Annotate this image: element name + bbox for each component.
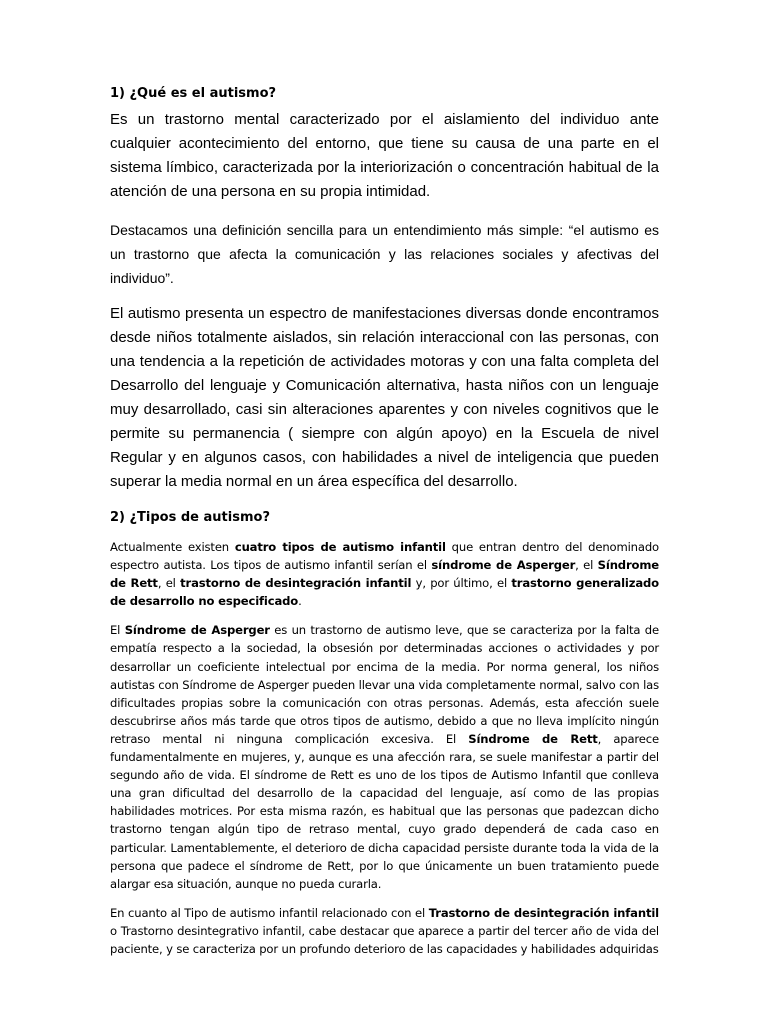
text-run: o Trastorno desintegrativo infantil, cabe destacar que aparece a partir del tercer año de vida del paciente, y se caracteriza por un profundo deterioro de las capacidades y habilidades adquiridas bbox=[110, 923, 659, 956]
bold-term: trastorno de desintegración infantil bbox=[180, 576, 412, 591]
text-run: que entran dentro del denominado espectro autista. Los tipos de autismo infantil serían el bbox=[110, 540, 659, 573]
bold-term: Trastorno de desintegración infantil bbox=[428, 905, 659, 920]
document-page bbox=[110, 84, 659, 969]
text-run: , aparece fundamentalmente en mujeres, y, aunque es una afección rara, se suele manifestar a partir del segundo año de vida. El síndrome de Rett es uno de los tipos de Autismo Infantil que conlleva una gran dificultad del desarrollo de la capacidad del lenguaje, así como de las propias habilidades motrices. Por esta misma razón, es habitual que las personas que padezcan dicho trastorno tengan algún tipo de retraso mental, cuyo grado dependerá de cada caso en particular. Lamentablemente, el deterioro de dicha capacidad persiste durante toda la vida de la persona que padece el síndrome de Rett, por lo que únicamente un buen tratamiento puede alargar esa situación, aunque no pueda curarla. bbox=[110, 731, 659, 891]
text-run: El bbox=[110, 623, 125, 638]
section-2-paragraph-1 bbox=[110, 538, 659, 610]
text-run: Actualmente existen bbox=[110, 540, 235, 554]
section-1-paragraph-3: El autismo presenta un espectro de manifestaciones diversas donde encontramos desde niños totalmente aislados, sin relación interaccional con las personas, con una tendencia a la repetición de actividades motoras y con una falta completa del Desarrollo del lenguaje y Comunicación alternativa, hasta niños con un lenguaje muy desarrollado, casi sin alteraciones aparentes y con niveles cognitivos que le permite su permanencia ( siempre con algún apoyo) en la Escuela de nivel Regular y en algunos casos, con habilidades a nivel de inteligencia que pueden superar la media normal en un área específica del desarrollo. bbox=[110, 305, 659, 490]
bold-term: Síndrome de Asperger bbox=[124, 623, 270, 638]
bold-term: trastorno generalizado de desarrollo no especificado bbox=[110, 576, 659, 609]
section-2-paragraph-3 bbox=[110, 904, 659, 958]
text-run: . bbox=[298, 594, 302, 609]
section-1-paragraph-1: Es un trastorno mental caracterizado por el aislamiento del individuo ante cualquier acontecimiento del entorno, que tiene su causa de una parte en el sistema límbico, caracterizada por la interiorización o concentración habitual de la atención de una persona en su propia intimidad. bbox=[110, 111, 659, 200]
text-run: , el bbox=[575, 558, 598, 573]
bold-term: Síndrome de Rett bbox=[468, 731, 598, 746]
section-1-heading: 1) ¿Qué es el autismo? bbox=[110, 86, 277, 101]
section-1-paragraph-2: Destacamos una definición sencilla para un entendimiento más simple: “el autismo es un trastorno que afecta la comunicación y las relaciones sociales y afectivas del individuo”. bbox=[110, 222, 659, 286]
text-run: , el bbox=[157, 576, 181, 591]
bold-term: Síndrome de Rett bbox=[110, 558, 659, 591]
text-run: En cuanto al Tipo de autismo infantil relacionado con el bbox=[110, 905, 429, 920]
text-run: y, por último, el bbox=[411, 576, 512, 591]
bold-term: síndrome de Asperger bbox=[431, 558, 576, 573]
section-2-heading: 2) ¿Tipos de autismo? bbox=[110, 510, 270, 525]
section-2-paragraph-2 bbox=[110, 621, 659, 892]
bold-term: cuatro tipos de autismo infantil bbox=[234, 540, 446, 554]
text-run: es un trastorno de autismo leve, que se caracteriza por la falta de empatía respecto a la sociedad, la obsesión por determinadas acciones o actividades y por desarrollar un coeficiente intelectual por encima de la media. Por norma general, los niños autistas con Síndrome de Asperger pueden llevar una vida completamente normal, salvo con las dificultades propias sobre la comunicación con otras personas. Además, esta afección suele descubrirse años más tarde que otros tipos de autismo, debido a que no lleva implícito ningún retraso mental ni ninguna complicación excesiva. El bbox=[110, 623, 660, 746]
